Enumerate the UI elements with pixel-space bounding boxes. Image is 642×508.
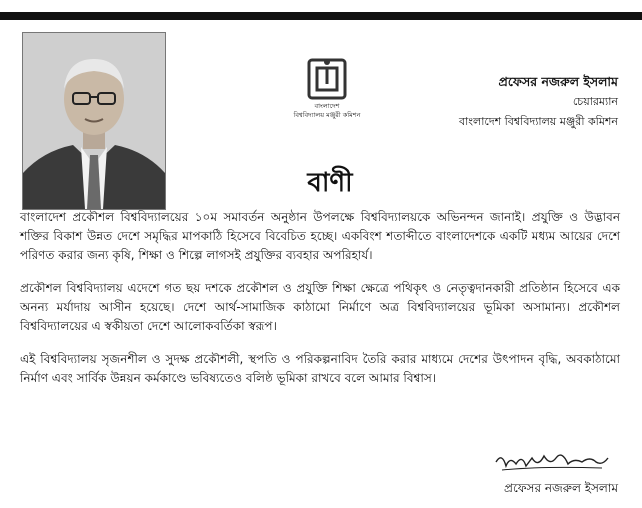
- signatory-name: প্রফেসর নজরুল ইসলাম: [503, 481, 618, 495]
- paragraph-2: প্রকৌশল বিশ্ববিদ্যালয় এদেশে গত ছয় দশকে প্রকৌশল ও প্রযুক্তি শিক্ষা ক্ষেত্রে পথিকৃৎ ও নেতৃত্বদানকারী প্রতিষ্ঠান হিসেবে এক অনন্য মর্যাদায় আসীন হয়েছে। দেশে আর্থ-সামাজিক কাঠামো নির্মাণে অত্র বিশ্ববিদ্যালয়ের ভূমিকা অসামান্য। প্রকৌশল বিশ্ববিদ্যালয়ের এ স্বকীয়তা দেশে আলোকবর্তিকা স্বরূপ।: [20, 281, 620, 333]
- logo-line-2: বিশ্ববিদ্যালয় মঞ্জুরী কমিশন: [293, 111, 361, 119]
- paragraph-1: বাংলাদেশ প্রকৌশল বিশ্ববিদ্যালয়ের ১০ম সমাবর্তন অনুষ্ঠান উপলক্ষে বিশ্ববিদ্যালয়কে অভিনন্দন জানাই। প্রযুক্তি ও উদ্ভাবন শক্তির বিকাশ উন্নত দেশে সমৃদ্ধির মাপকাঠি হিসেবে বিবেচিত হচ্ছে। একবিংশ শতাব্দীতে বাংলাদেশকে একটি মধ্যম আয়ের দেশে পরিণত করার জন্য কৃষি, শিক্ষা ও শিল্পে লাগসই প্রযুক্তির ব্যবহার অপরিহার্য।: [20, 210, 620, 262]
- person-block: [459, 72, 618, 132]
- person-role: চেয়ারম্যান: [572, 95, 618, 108]
- portrait-photo: [22, 32, 166, 210]
- paragraph-3: এই বিশ্ববিদ্যালয় সৃজনশীল ও সুদক্ষ প্রকৌশলী, স্থপতি ও পরিকল্পনাবিদ তৈরি করার মাধ্যমে দেশের উৎপাদন বৃদ্ধি, অবকাঠামো নির্মাণ এবং সার্বিক উন্নয়ন কর্মকাণ্ডে ভবিষ্যতেও বলিষ্ঠ ভূমিকা রাখবে বলে আমার বিশ্বাস।: [20, 352, 620, 385]
- page-title: বাণী: [307, 168, 353, 198]
- logo-line-1: বাংলাদেশ: [314, 102, 340, 110]
- person-name: প্রফেসর নজরুল ইসলাম: [498, 74, 618, 89]
- signature-image: [492, 448, 612, 474]
- top-rule: [0, 12, 642, 20]
- portrait-illustration: [23, 33, 165, 209]
- person-organization: বাংলাদেশ বিশ্ববিদ্যালয় মঞ্জুরী কমিশন: [458, 115, 618, 128]
- ugc-logo: [286, 56, 368, 120]
- message-body: [20, 208, 620, 402]
- ugc-emblem-icon: [307, 56, 347, 102]
